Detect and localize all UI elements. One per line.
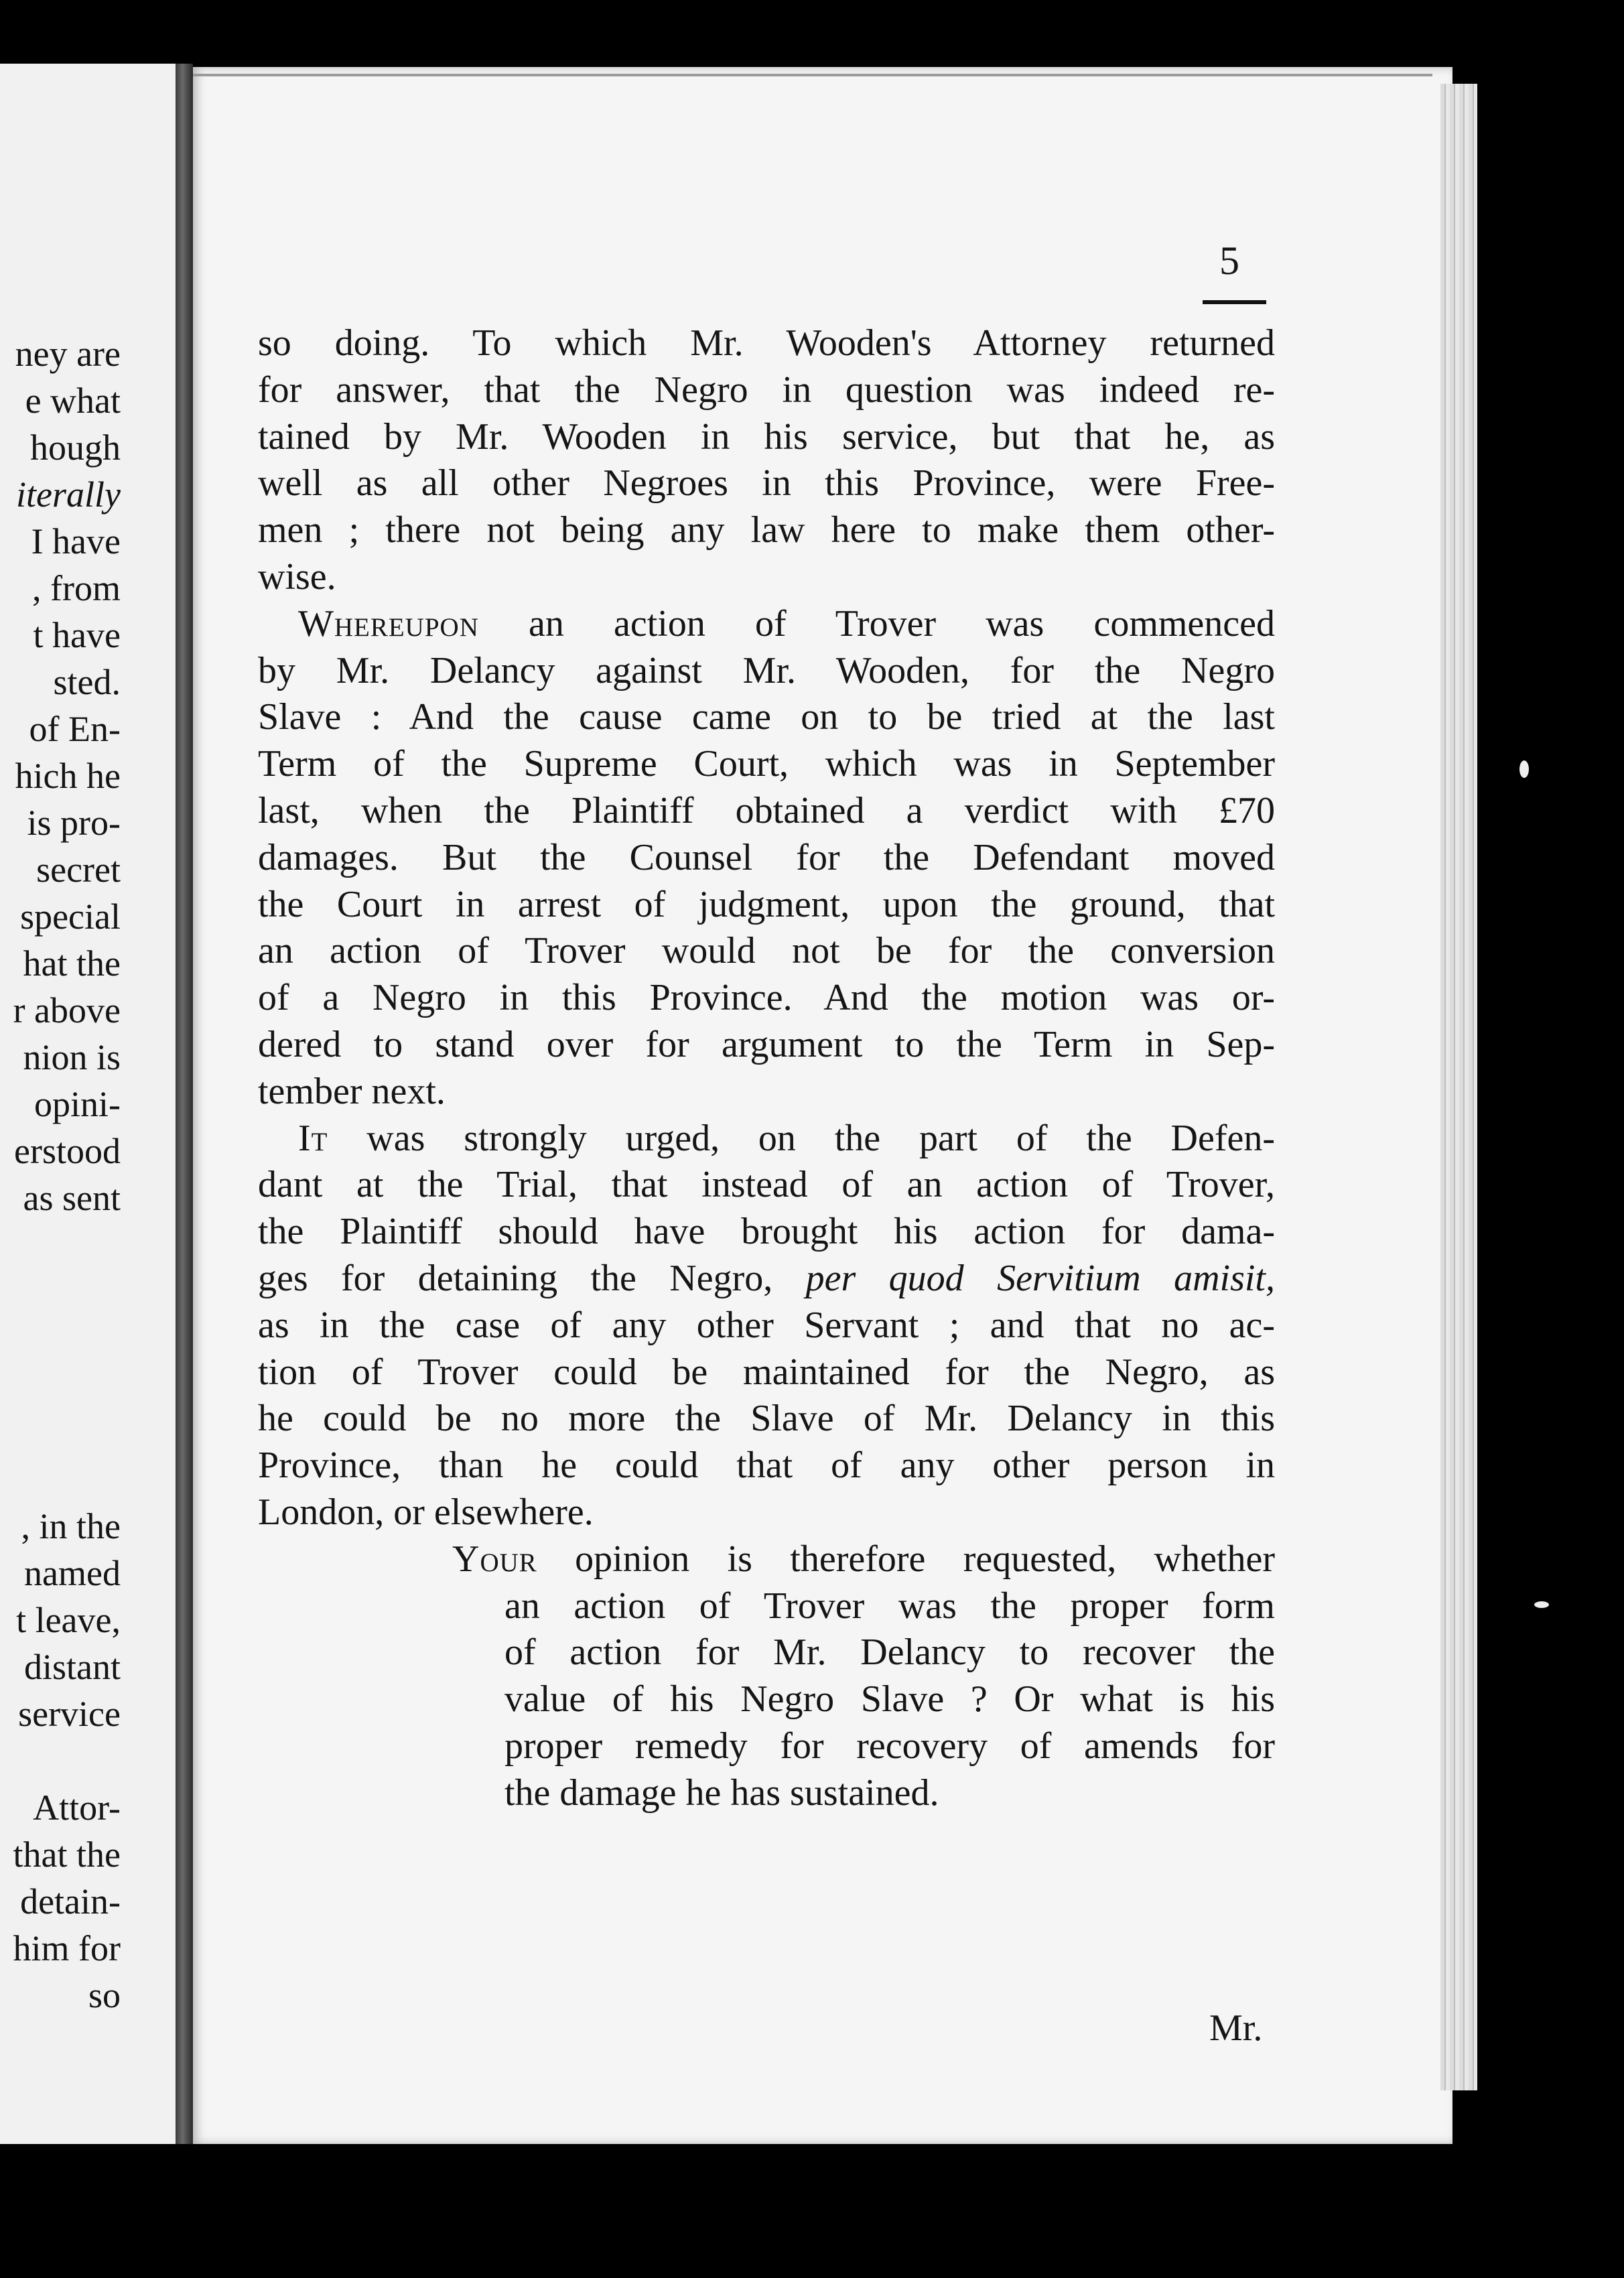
- left-page-line: hough: [30, 427, 121, 468]
- paragraph-lead-word: Your: [452, 1538, 537, 1580]
- left-facing-page: [0, 64, 176, 2144]
- body-line: an action of Trover would not be for the conversion: [258, 930, 1275, 972]
- left-page-line: nion is: [23, 1037, 121, 1077]
- left-page-line: that the: [13, 1834, 121, 1875]
- left-page-line: hat the: [23, 943, 121, 984]
- paragraph-opening-line: [258, 1116, 1275, 1162]
- body-line: Slave : And the cause came on to be tried at the last: [258, 696, 1275, 738]
- body-line: tained by Mr. Wooden in his service, but that he, as: [258, 415, 1275, 458]
- page-number: 5: [1219, 239, 1239, 283]
- body-line: wise.: [258, 555, 336, 598]
- body-line: London, or elsewhere.: [258, 1491, 594, 1533]
- body-line: for answer, that the Negro in question was indeed re-: [258, 368, 1275, 411]
- query-opening-line: [258, 1536, 1275, 1583]
- left-page-line: ney are: [15, 334, 121, 374]
- body-line: so doing. To which Mr. Wooden's Attorney returned: [258, 322, 1275, 364]
- body-text: [258, 320, 1275, 1817]
- left-page-line: named: [24, 1553, 121, 1593]
- left-page-line: special: [20, 896, 121, 937]
- left-page-line: sted.: [53, 662, 121, 702]
- left-page-line: [0, 1737, 121, 1784]
- left-page-line: , in the: [21, 1506, 121, 1546]
- body-line: Province, than he could that of any other person in: [258, 1445, 1275, 1487]
- body-line: as in the case of any other Servant ; and that no ac-: [258, 1304, 1275, 1346]
- body-line-with-latin: [258, 1256, 1275, 1302]
- paragraph-lead-word: Whereupon: [298, 602, 479, 645]
- paper-speck: [1519, 760, 1529, 778]
- query-line: value of his Negro Slave ? Or what is his: [504, 1678, 1275, 1721]
- left-page-line: [0, 1456, 121, 1503]
- paper-speck: [1534, 1601, 1549, 1608]
- left-page-line: iterally: [16, 474, 121, 515]
- body-line: men ; there not being any law here to make them other-: [258, 509, 1275, 551]
- query-line: the damage he has sustained.: [504, 1771, 939, 1814]
- left-page-line: Attor-: [33, 1788, 121, 1828]
- latin-phrase: per quod Servitium amisit,: [805, 1257, 1275, 1299]
- left-page-line: detain-: [20, 1881, 121, 1922]
- left-page-line: opini-: [34, 1084, 121, 1124]
- left-page-line: hich he: [15, 756, 121, 796]
- page-top-edge: [193, 74, 1432, 76]
- body-text-run: ges for detaining the Negro,: [258, 1257, 806, 1299]
- book-gutter: [176, 64, 193, 2144]
- query-line: proper remedy for recovery of amends for: [504, 1725, 1275, 1767]
- body-line: dant at the Trial, that instead of an action of Trover,: [258, 1164, 1275, 1206]
- body-text-run: an action of Trover was commenced: [478, 602, 1275, 645]
- left-page-line: so: [88, 1975, 121, 2015]
- left-page-line: [0, 1362, 121, 1409]
- body-line: last, when the Plaintiff obtained a verdict with £70: [258, 789, 1275, 831]
- query-line: an action of Trover was the proper form: [504, 1585, 1275, 1627]
- body-line: tion of Trover could be maintained for the Negro, as: [258, 1351, 1275, 1393]
- body-line: by Mr. Delancy against Mr. Wooden, for the Negro: [258, 649, 1275, 691]
- body-line: of a Negro in this Province. And the motion was or-: [258, 977, 1275, 1019]
- body-line: damages. But the Counsel for the Defendant moved: [258, 836, 1275, 878]
- body-line: he could be no more the Slave of Mr. Delancy in this: [258, 1398, 1275, 1440]
- left-page-line: [0, 1221, 121, 1268]
- body-line: Term of the Supreme Court, which was in September: [258, 743, 1275, 785]
- body-line: the Plaintiff should have brought his action for dama-: [258, 1211, 1275, 1253]
- paragraph-lead-word: It: [298, 1117, 328, 1159]
- left-page-line: erstood: [14, 1131, 121, 1171]
- left-page-line: [0, 1409, 121, 1456]
- left-page-line: t have: [33, 615, 121, 655]
- left-page-line: r above: [13, 990, 121, 1030]
- left-page-line: I have: [31, 521, 121, 561]
- paragraph-opening-line: [258, 601, 1275, 648]
- body-line: well as all other Negroes in this Province, were Free-: [258, 462, 1275, 505]
- body-line: tember next.: [258, 1070, 446, 1112]
- left-page-line: distant: [24, 1647, 121, 1687]
- body-text-run: opinion is therefore requested, whether: [537, 1538, 1275, 1580]
- left-page-line: , from: [32, 568, 121, 608]
- left-page-line: secret: [36, 850, 121, 890]
- left-page-line: is pro-: [27, 803, 121, 843]
- left-page-line: t leave,: [16, 1600, 121, 1640]
- catchword: Mr.: [1209, 2007, 1263, 2049]
- body-line: the Court in arrest of judgment, upon the ground, that: [258, 883, 1275, 925]
- query-line: of action for Mr. Delancy to recover the: [504, 1631, 1275, 1674]
- left-page-line: e what: [25, 381, 121, 421]
- body-text-run: was strongly urged, on the part of the Defen-: [328, 1117, 1275, 1159]
- left-page-line: him for: [13, 1928, 121, 1968]
- body-line: dered to stand over for argument to the Term in Sep-: [258, 1023, 1275, 1065]
- page-number-underline: [1203, 300, 1266, 304]
- page-edges: [1440, 84, 1477, 2090]
- left-page-line: [0, 1315, 121, 1362]
- left-page-text-column: [0, 330, 121, 2019]
- left-page-line: [0, 1268, 121, 1315]
- left-page-line: service: [18, 1694, 121, 1734]
- left-page-line: of En-: [29, 709, 121, 749]
- left-page-line: as sent: [23, 1178, 121, 1218]
